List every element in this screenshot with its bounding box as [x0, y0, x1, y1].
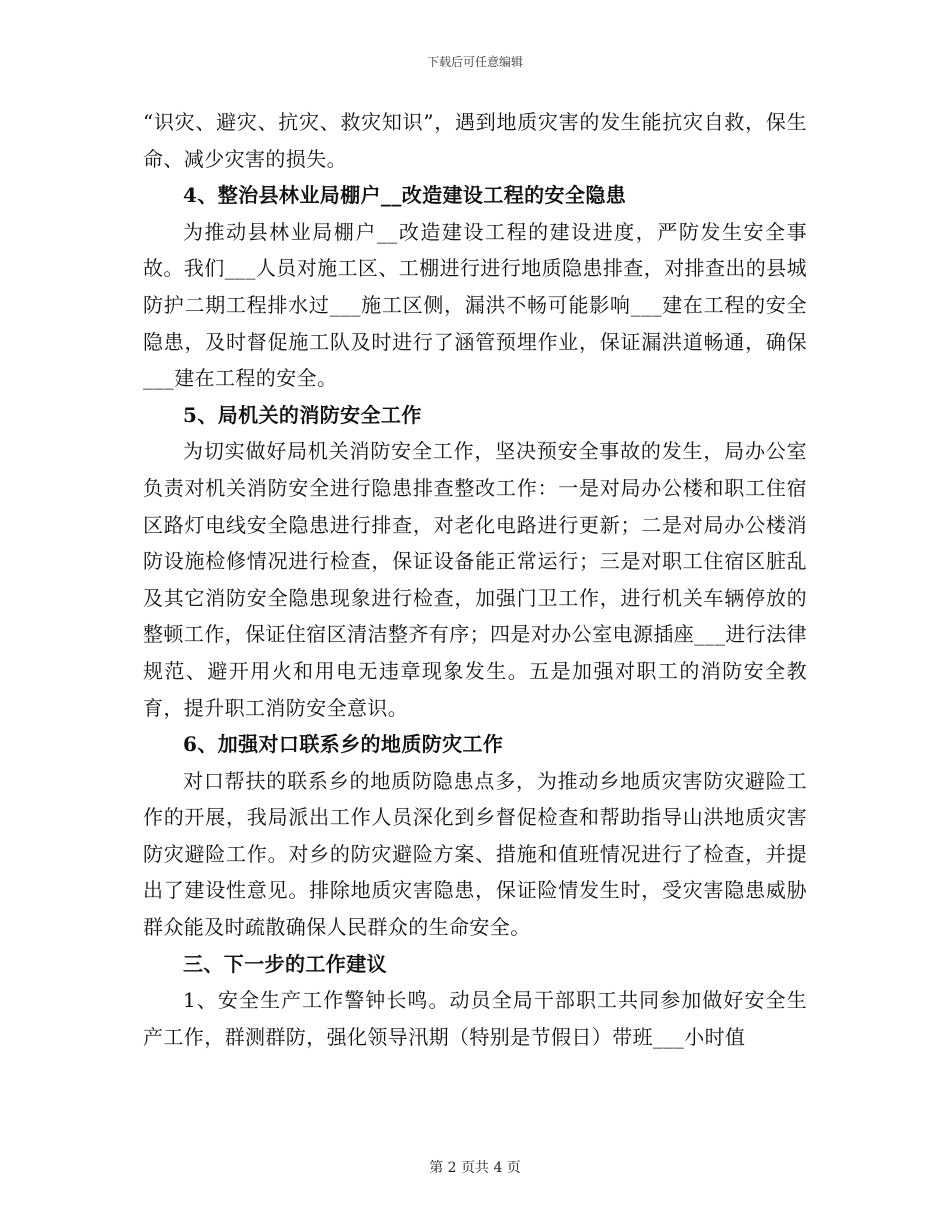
section-heading-5: 5、局机关的消防安全工作	[183, 402, 422, 427]
chapter-heading-3: 三、下一步的工作建议	[183, 951, 387, 976]
section-heading-4: 4、整治县林业局棚户__改造建设工程的安全隐患	[183, 183, 627, 208]
paragraph-section-4: 为推动县林业局棚户__改造建设工程的建设进度，严防发生安全事故。我们___人员对施工区、工棚进行进行地质隐患排查，对排查出的县城防护二期工程排水过___施工区侧，漏洪不畅可能影响___建在工程的安全隐患，及时督促施工队及时进行了涵管预埋作业，保证漏洪道畅通，确保___建在工程的安全。	[143, 219, 807, 391]
paragraph-suggestion-1: 1、安全生产工作警钟长鸣。动员全局干部职工共同参加做好安全生产工作，群测群防，强化领导汛期（特别是节假日）带班___小时值	[143, 988, 807, 1049]
paragraph-section-6: 对口帮扶的联系乡的地质防隐患点多，为推动乡地质灾害防灾避险工作的开展，我局派出工作人员深化到乡督促检查和帮助指导山洪地质灾害防灾避险工作。对乡的防灾避险方案、措施和值班情况进行了检查，并提出了建设性意见。排除地质灾害隐患，保证险情发生时，受灾害隐患威胁群众能及时疏散确保人民群众的生命安全。	[143, 768, 807, 940]
paragraph-section-5: 为切实做好局机关消防安全工作，坚决预安全事故的发生，局办公室负责对机关消防安全进行隐患排查整改工作：一是对局办公楼和职工住宿区路灯电线安全隐患进行排查，对老化电路进行更新；二是对局办公楼消防设施检修情况进行检查，保证设备能正常运行；三是对职工住宿区脏乱及其它消防安全隐患现象进行检查，加强门卫工作，进行机关车辆停放的整顿工作，保证住宿区清洁整齐有序；四是对办公室电源插座___进行法律规范、避开用火和用电无违章现象发生。五是加强对职工的消防安全教育，提升职工消防安全意识。	[143, 439, 807, 720]
page-footer: 第 2 页共 4 页	[429, 1160, 521, 1176]
paragraph-continuation: “识灾、避灾、抗灾、救灾知识”，遇到地质灾害的发生能抗灾自救，保生命、减少灾害的损失。	[143, 110, 807, 171]
page-header: 下载后可任意编辑	[426, 55, 523, 69]
document-body	[143, 104, 807, 1055]
section-heading-6: 6、加强对口联系乡的地质防灾工作	[183, 732, 504, 757]
